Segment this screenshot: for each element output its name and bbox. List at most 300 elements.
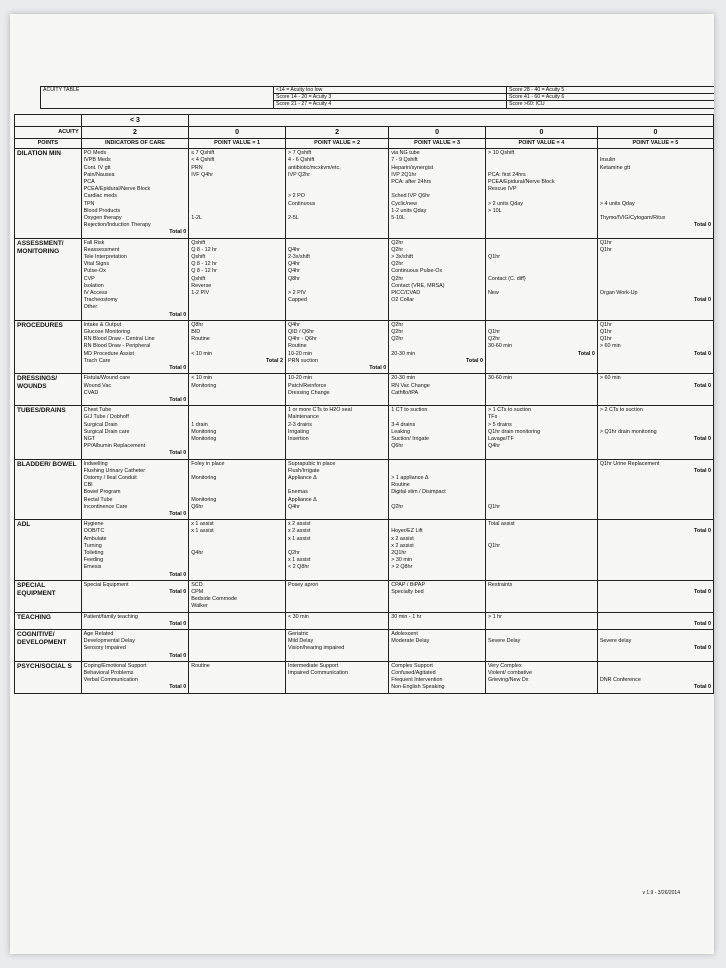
- cell-line: 30-60 min: [488, 375, 512, 382]
- cell-line: [600, 276, 711, 283]
- cell-line: [488, 157, 595, 164]
- cell-line: [600, 422, 711, 429]
- cell-line: Reverse: [191, 282, 212, 289]
- point-cell-4: [486, 580, 598, 612]
- cell-line: CPM: [191, 588, 204, 595]
- cell-line: [191, 186, 283, 193]
- point-cell-5: [597, 580, 713, 612]
- section-category: COGNITIVE/ DEVELOPMENT: [15, 630, 82, 662]
- cell-line: Q1hr: [488, 329, 500, 336]
- cell-line: IVP Q2hr: [287, 171, 311, 178]
- cell-line: Contact (VRE, MRSA): [391, 282, 445, 289]
- cell-line: 1-2 units Qday: [391, 207, 427, 214]
- cell-line: Non-English Speaking: [391, 684, 445, 691]
- cell-total: Total 0: [694, 467, 711, 474]
- cell-line: Bowel Program: [83, 489, 121, 496]
- cell-line: Q2hr: [391, 329, 404, 336]
- cell-line: Enemas: [287, 489, 308, 496]
- cell-line: Qshift: [191, 275, 206, 282]
- cell-line: 1-2 PIV: [191, 290, 210, 297]
- indicators-header: INDICATORS OF CARE: [81, 139, 189, 149]
- cell-line: < 10 min: [191, 350, 213, 357]
- cell-line: Q1hr Urine Replacement: [599, 460, 660, 467]
- point-cell-4: [486, 612, 598, 629]
- cell-line: TPN: [83, 200, 95, 207]
- cell-line: Posey apron: [287, 581, 319, 588]
- cell-line: Special Equipment: [83, 581, 129, 588]
- cell-line: Cathflo/tPA: [391, 389, 419, 396]
- section-category: ASSESSMENT/ MONITORING: [15, 238, 82, 320]
- cell-line: Digital stim / Disimpact: [391, 489, 446, 496]
- cell-line: > 1 hr: [488, 613, 502, 620]
- section-row: [15, 238, 714, 320]
- points-5: 0: [597, 127, 713, 139]
- cell-line: Adolescent: [391, 631, 418, 637]
- acuity-right-0: Score 28 - 40 = Acuity 5: [507, 87, 715, 94]
- cell-line: 20-30 min: [391, 350, 416, 357]
- point-cell-3: [389, 661, 486, 693]
- section-category: PROCEDURES: [15, 320, 82, 373]
- cell-line: [391, 468, 483, 475]
- cell-line: Q 8 - 12 hr: [191, 246, 217, 253]
- cell-line: < 10 min: [191, 375, 213, 382]
- cell-line: ≤ 7 Qshift: [191, 150, 215, 157]
- cell-line: [191, 193, 283, 200]
- cell-line: 1 CT to suction: [391, 407, 428, 414]
- cell-line: Q2hr: [391, 336, 404, 343]
- section-category: TEACHING: [15, 612, 82, 629]
- point-value-4: POINT VALUE = 4: [486, 139, 598, 149]
- point-cell-4: [486, 520, 598, 581]
- point-cell-1: [189, 459, 286, 520]
- cell-line: Chest Tube: [83, 407, 112, 414]
- header-blank-2: [189, 115, 714, 127]
- cell-line: > 60 min: [599, 343, 621, 350]
- cell-line: Q1hr: [488, 503, 500, 510]
- point-cell-5: [597, 406, 713, 459]
- cell-line: Q8hr: [287, 275, 300, 282]
- point-cell-5: [597, 459, 713, 520]
- cell-line: Monitoring: [191, 435, 217, 442]
- cell-line: Qshift: [191, 239, 206, 246]
- cell-line: Restraints: [488, 581, 513, 588]
- cell-line: Q6hr: [391, 443, 404, 450]
- cell-line: Flushing Urinary Catheter: [83, 467, 146, 474]
- indicator-cell: [81, 149, 189, 238]
- indicator-cell: [81, 520, 189, 581]
- cell-line: PCA: first 24hrs: [488, 171, 526, 178]
- point-cell-5: [597, 374, 713, 406]
- point-cell-5: [597, 612, 713, 629]
- cell-line: Cardiac meds: [83, 193, 117, 200]
- cell-line: [600, 614, 711, 621]
- cell-line: [600, 193, 711, 200]
- point-cell-3: [389, 320, 486, 373]
- cell-line: Grieving/New Dx: [488, 677, 529, 684]
- cell-total: Total 0: [694, 528, 711, 535]
- cell-total: Total 0: [169, 652, 187, 659]
- cell-line: 4 - 6 Qshift: [287, 157, 315, 164]
- scoring-grid: [14, 114, 714, 694]
- cell-total: Total 0: [694, 297, 711, 304]
- cell-line: BID: [191, 329, 201, 336]
- cell-line: > 2 CTs to suction: [599, 407, 643, 414]
- cell-line: [288, 179, 386, 186]
- cell-line: Hoyer/EZ Lift: [391, 528, 423, 535]
- cell-total: Total 0: [694, 435, 711, 442]
- cell-line: PCEA/Epidural/Nerve Block: [83, 186, 151, 193]
- cell-line: x 2 assist: [287, 521, 311, 528]
- cell-line: 20-30 min: [391, 375, 416, 382]
- cell-line: Very Complex: [488, 662, 522, 669]
- cell-line: Specialty bed: [391, 588, 424, 595]
- cell-line: MD Procedure Assist: [83, 350, 135, 357]
- cell-line: > 2 PO: [287, 193, 305, 200]
- cell-line: 10-20 min: [287, 350, 312, 357]
- point-cell-3: [389, 612, 486, 629]
- cell-line: [488, 268, 595, 275]
- cell-line: Routine: [391, 482, 410, 489]
- cell-line: Fall Risk: [83, 239, 105, 246]
- cell-line: 2-3x/shift: [287, 254, 310, 261]
- cell-line: Q1hr drain monitoring: [488, 428, 541, 435]
- cell-line: PO Meds: [83, 150, 107, 157]
- cell-line: x 1 assist: [287, 557, 311, 564]
- cell-line: [600, 179, 711, 186]
- point-cell-5: [597, 661, 713, 693]
- cell-line: Tracheostomy: [83, 297, 118, 304]
- cell-line: [488, 461, 595, 468]
- cell-line: Severe Delay: [488, 638, 521, 645]
- cell-line: x 1 assist: [191, 528, 214, 535]
- cell-line: Q4hr: [287, 246, 300, 253]
- point-value-2: POINT VALUE = 2: [285, 139, 388, 149]
- cell-line: Surgical Drain: [83, 421, 118, 428]
- points-label: POINTS: [15, 139, 82, 149]
- cell-line: Total assist: [488, 521, 515, 528]
- point-cell-2: [285, 406, 388, 459]
- cell-total: Total 2: [266, 357, 283, 364]
- cell-line: Q2hr: [391, 321, 404, 328]
- cell-line: > 10 Qshift: [488, 150, 515, 157]
- cell-line: [191, 468, 283, 475]
- point-cell-1: [189, 630, 286, 662]
- cell-line: [288, 283, 386, 290]
- point-cell-2: [285, 320, 388, 373]
- cell-line: RN Blood Draw - Peripheral: [83, 343, 151, 350]
- cell-line: [191, 482, 283, 489]
- cell-line: Q1hr: [599, 239, 612, 246]
- cell-line: Foley in place: [191, 460, 225, 467]
- cell-total: Total 0: [694, 645, 711, 652]
- cell-line: IVP 2Q1hr: [391, 171, 417, 178]
- point-cell-2: [285, 374, 388, 406]
- scoring-sheet: [14, 114, 714, 694]
- cell-line: [488, 240, 595, 247]
- acuity-table-label: ACUITY TABLE: [41, 87, 274, 109]
- cell-line: via NG tube: [391, 150, 420, 157]
- cell-line: [600, 283, 711, 290]
- cell-line: [391, 186, 483, 193]
- cell-line: 2-5L: [287, 215, 299, 222]
- cell-line: Pulse-Ox: [83, 268, 106, 275]
- point-cell-2: [285, 459, 388, 520]
- cell-line: Coping/Emotional Support: [83, 662, 147, 669]
- indicator-cell: [81, 374, 189, 406]
- cell-line: O2 Collar: [391, 297, 414, 304]
- point-cell-2: [285, 149, 388, 238]
- indicator-cell: [81, 320, 189, 373]
- cell-line: IV Access: [83, 290, 108, 297]
- cell-line: Q2hr: [391, 246, 404, 253]
- cell-line: Q2hr: [391, 239, 404, 246]
- cell-line: 1 drain: [191, 421, 208, 428]
- cell-line: CVAD: [83, 389, 99, 396]
- cell-line: G/J Tube / Dobhoff: [83, 414, 129, 421]
- point-cell-3: [389, 520, 486, 581]
- section-category: DILATION MIN: [15, 149, 82, 238]
- cell-line: 7 - 9 Qshift: [391, 157, 418, 164]
- cell-line: Q4hr: [488, 443, 500, 450]
- point-cell-1: [189, 238, 286, 320]
- cell-line: [191, 631, 283, 638]
- version-label: v 1.9 - 3/26/2014: [642, 890, 680, 896]
- point-cell-5: [597, 149, 713, 238]
- cell-line: [288, 208, 386, 215]
- cell-line: Patch/Reinforce: [287, 382, 327, 389]
- cell-line: 30-60 min: [488, 343, 512, 350]
- cell-line: [191, 343, 283, 350]
- cell-line: [600, 268, 711, 275]
- header-lt3: < 3: [81, 115, 189, 127]
- cell-line: Q1hr: [488, 254, 500, 261]
- cell-line: Q1hr: [599, 329, 612, 336]
- cell-line: [488, 165, 595, 172]
- cell-line: Q 8 - 12 hr: [191, 261, 217, 268]
- cell-line: [600, 186, 711, 193]
- cell-line: OOB/TC: [83, 528, 105, 535]
- cell-line: DNR Conference: [599, 677, 641, 684]
- cell-line: Confused/Agitated: [391, 670, 436, 677]
- cell-line: [191, 179, 283, 186]
- cell-line: Organ Work-Up: [599, 290, 638, 297]
- cell-line: New: [488, 290, 499, 297]
- cell-line: Q2hr: [287, 549, 300, 556]
- cell-total: Total 0: [369, 365, 387, 372]
- cell-line: Ambulate: [83, 535, 107, 542]
- cell-line: Violent/ combative: [488, 670, 532, 677]
- cell-line: < 30 min: [287, 613, 309, 620]
- point-cell-5: [597, 520, 713, 581]
- cell-line: Frequent Intervention: [391, 677, 443, 684]
- cell-line: IVPB Meds: [83, 157, 111, 164]
- cell-line: Q2hr: [488, 336, 500, 343]
- cell-line: Insertion: [287, 435, 309, 442]
- point-cell-1: [189, 520, 286, 581]
- section-category: TUBES/DRAINS: [15, 406, 82, 459]
- cell-line: Monitoring: [191, 474, 217, 481]
- section-row: [15, 149, 714, 238]
- cell-line: [391, 497, 483, 504]
- cell-line: x 1 assist: [191, 521, 214, 528]
- cell-line: > 2 PIV: [287, 290, 306, 297]
- cell-line: [600, 663, 711, 670]
- cell-line: Intake & Output: [83, 321, 122, 328]
- cell-line: Behavioral Problems: [83, 670, 134, 677]
- point-cell-3: [389, 580, 486, 612]
- points-0: 2: [81, 127, 189, 139]
- cell-total: Total 0: [169, 620, 187, 627]
- cell-line: Pain/Nausea: [83, 171, 115, 178]
- cell-line: Q2hr: [391, 503, 404, 510]
- section-category: BLADDER/ BOWEL: [15, 459, 82, 520]
- cell-total: Total 0: [169, 365, 187, 372]
- cell-line: Oxygen therapy: [83, 215, 122, 222]
- cell-line: Q1hr: [599, 336, 612, 343]
- point-cell-3: [389, 630, 486, 662]
- cell-line: x 2 assist: [287, 528, 311, 535]
- cell-line: Appliance Δ: [287, 496, 317, 503]
- cell-line: Monitoring: [191, 496, 217, 503]
- cell-line: > 2 Q8hr: [391, 564, 413, 571]
- cell-line: [488, 193, 595, 200]
- point-cell-1: [189, 320, 286, 373]
- cell-line: antibiotic/mcxkvm/etc.: [287, 164, 341, 171]
- cell-line: Vision/hearing impaired: [287, 645, 345, 652]
- point-value-1: POINT VALUE = 1: [189, 139, 286, 149]
- cell-line: [288, 482, 386, 489]
- acuity-right-1: Score 41 - 60 = Acuity 6: [507, 94, 715, 101]
- cell-line: PRN suction: [287, 357, 318, 364]
- cell-line: Routine: [191, 336, 210, 343]
- cell-line: > 30 min: [391, 557, 413, 564]
- points-2: 2: [285, 127, 388, 139]
- cell-line: Flush/Irrigate: [287, 467, 320, 474]
- points-3: 0: [389, 127, 486, 139]
- cell-total: Total 0: [694, 350, 711, 357]
- section-row: [15, 459, 714, 520]
- cell-line: Ostomy / Ileal Conduit: [83, 474, 137, 481]
- cell-line: Q4hr: [287, 261, 300, 268]
- cell-line: [288, 240, 386, 247]
- cell-line: Mild Delay: [287, 638, 314, 645]
- cell-line: Irrigating: [287, 428, 309, 435]
- point-cell-1: [189, 149, 286, 238]
- point-cell-4: [486, 406, 598, 459]
- cell-line: [600, 208, 711, 215]
- cell-line: Toileting: [83, 549, 104, 556]
- cell-line: Q2hr: [391, 261, 404, 268]
- cell-line: Continuous Pulse-Ox: [391, 268, 443, 275]
- cell-total: Total 0: [169, 229, 187, 236]
- cell-line: [288, 186, 386, 193]
- cell-line: [191, 614, 283, 621]
- indicator-cell: [81, 630, 189, 662]
- cell-line: Monitoring: [191, 428, 217, 435]
- cell-line: [488, 468, 595, 475]
- point-cell-4: [486, 661, 598, 693]
- cell-line: PICC/CVAD: [391, 290, 421, 297]
- cell-line: Reassessment: [83, 246, 120, 253]
- cell-line: Suction/ Irrigate: [391, 435, 429, 442]
- cell-line: [488, 261, 595, 268]
- cell-line: 1 or more CTs to H2O seal: [287, 407, 352, 414]
- cell-line: x 2 assist: [391, 535, 414, 542]
- point-cell-4: [486, 459, 598, 520]
- cell-total: Total 0: [694, 620, 711, 627]
- point-cell-1: [189, 374, 286, 406]
- point-cell-3: [389, 459, 486, 520]
- cell-line: [488, 489, 595, 496]
- cell-line: Rescue IVP: [488, 186, 517, 193]
- cell-line: Q8hr: [191, 321, 204, 328]
- section-category: SPECIAL EQUIPMENT: [15, 580, 82, 612]
- cell-line: 5-10L: [391, 215, 406, 222]
- cell-line: [191, 543, 283, 550]
- cell-total: Total 0: [694, 382, 711, 389]
- cell-line: [191, 407, 283, 414]
- point-cell-5: [597, 630, 713, 662]
- cell-line: Monitoring: [191, 382, 217, 389]
- cell-line: [488, 482, 595, 489]
- cell-line: Fistula/Wound care: [83, 375, 131, 382]
- cell-line: PCEA/Epidural/Nerve Block: [488, 179, 555, 186]
- acuity-left-2: Score 21 - 27 = Acuity 4: [274, 101, 507, 108]
- cell-line: Contact (C. diff): [488, 275, 526, 282]
- section-category: ADL: [15, 520, 82, 581]
- cell-line: Q2hr: [391, 275, 404, 282]
- cell-line: Capped: [287, 297, 307, 304]
- cell-total: Total 0: [577, 350, 595, 357]
- cell-line: Developmental Delay: [83, 638, 135, 645]
- cell-total: Total 0: [169, 588, 187, 595]
- cell-line: > 10L: [488, 207, 502, 214]
- cell-line: Intermediate Support: [287, 662, 339, 669]
- indicator-cell: [81, 580, 189, 612]
- point-cell-2: [285, 661, 388, 693]
- cell-line: PP/Albumin Replacement: [83, 443, 146, 450]
- cell-line: [191, 489, 283, 496]
- section-category: PSYCH/SOCIAL S: [15, 661, 82, 693]
- point-cell-3: [389, 149, 486, 238]
- cell-line: > 2 units Qday: [488, 200, 523, 207]
- indicator-cell: [81, 406, 189, 459]
- cell-line: Vital Signs: [83, 261, 110, 268]
- acuity-table: [40, 86, 714, 109]
- point-cell-3: [389, 374, 486, 406]
- cell-line: [600, 254, 711, 261]
- cell-line: Walker: [191, 603, 208, 610]
- cell-line: [488, 536, 595, 543]
- cell-line: Trach Care: [83, 357, 111, 364]
- cell-line: Routine: [191, 662, 210, 669]
- cell-line: Blood Products: [83, 207, 121, 214]
- cell-line: Q4hr: [287, 268, 300, 275]
- cell-line: [488, 475, 595, 482]
- section-row: [15, 320, 714, 373]
- indicator-cell: [81, 238, 189, 320]
- cell-line: Q1hr: [488, 542, 500, 549]
- cell-line: Q1hr: [599, 321, 612, 328]
- acuity-left-1: Score 14 - 20 = Acuity 3: [274, 94, 507, 101]
- cell-line: Bedside Commode: [191, 596, 238, 603]
- cell-line: PCA: after 24hrs: [391, 179, 432, 186]
- cell-line: Patient/family teaching: [83, 613, 138, 620]
- point-value-5: POINT VALUE = 5: [597, 139, 713, 149]
- cell-line: Rejection/Induction Therapy: [83, 222, 151, 229]
- point-cell-1: [189, 661, 286, 693]
- cell-line: > 7 Qshift: [287, 150, 312, 157]
